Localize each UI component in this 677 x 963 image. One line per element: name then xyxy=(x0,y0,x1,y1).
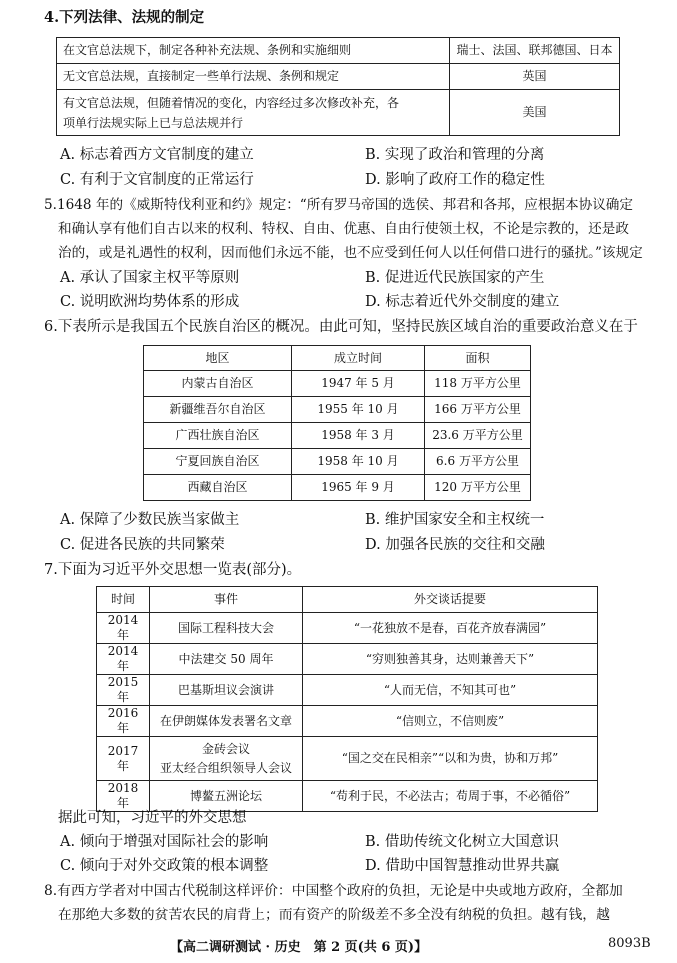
q4-country-1: 瑞士、法国、联邦德国、日本 xyxy=(450,38,620,64)
q5-stem-line3: 治的，或是礼遇性的权利，因而他们永远不能，也不应受到任何人以任何借口进行的骚扰。”该规定 xyxy=(58,245,643,261)
q5-option-c[interactable]: C. 说明欧洲均势体系的形成 xyxy=(60,294,240,310)
footer-page-info: 【高二调研测试 · 历史 第 2 页(共 6 页)】 xyxy=(170,940,428,955)
q7-after-table: 据此可知，习近平的外交思想 xyxy=(58,810,247,826)
table-row xyxy=(97,613,598,644)
q4-table xyxy=(56,37,620,136)
q5-stem-line2: 和确认享有他们自古以来的权利、特权、自由、优惠、自由行使领土权，不论是宗教的，还是政 xyxy=(58,221,629,237)
q4-option-d[interactable]: D. 影响了政府工作的稳定性 xyxy=(365,172,545,188)
q4-option-a[interactable]: A. 标志着西方文官制度的建立 xyxy=(60,147,254,163)
q6-cell-date: 1958 年 3 月 xyxy=(292,423,425,449)
q6-cell-region: 内蒙古自治区 xyxy=(144,371,292,397)
q4-desc-3-line2: 项单行法规实际上已与总法规并行 xyxy=(63,115,244,130)
q6-cell-area: 120 万平方公里 xyxy=(425,475,531,501)
q7-table xyxy=(96,586,598,812)
q6-cell-area: 118 万平方公里 xyxy=(425,371,531,397)
q5-option-d[interactable]: D. 标志着近代外交制度的建立 xyxy=(365,294,560,310)
q7-cell-year: 2017 年 xyxy=(97,737,150,781)
q7-cell-year: 2018 年 xyxy=(97,781,150,812)
q7-cell-quote: “一花独放不是春，百花齐放春满园” xyxy=(303,613,598,644)
q4-desc-2: 无文官总法规，直接制定一些单行法规、条例和规定 xyxy=(57,64,450,90)
table-row xyxy=(144,423,531,449)
q7-cell-quote: “信则立，不信则废” xyxy=(303,706,598,737)
table-header-row xyxy=(144,346,531,371)
q7-header-event: 事件 xyxy=(150,587,303,613)
q4-desc-3 xyxy=(57,90,450,136)
table-row xyxy=(144,475,531,501)
q7-stem: 7.下面为习近平外交思想一览表(部分)。 xyxy=(44,562,302,578)
q7-cell-year: 2016 年 xyxy=(97,706,150,737)
q7-cell-year: 2014 年 xyxy=(97,613,150,644)
q5-option-a[interactable]: A. 承认了国家主权平等原则 xyxy=(60,270,240,286)
q7-cell-quote: “穷则独善其身，达则兼善天下” xyxy=(303,644,598,675)
q6-cell-region: 广西壮族自治区 xyxy=(144,423,292,449)
q7-cell-event: 中法建交 50 周年 xyxy=(150,644,303,675)
q6-header-region: 地区 xyxy=(144,346,292,371)
q7-header-time: 时间 xyxy=(97,587,150,613)
q6-cell-area: 23.6 万平方公里 xyxy=(425,423,531,449)
q7-option-d[interactable]: D. 借助中国智慧推动世界共赢 xyxy=(365,858,560,874)
q6-cell-date: 1965 年 9 月 xyxy=(292,475,425,501)
q7-header-quote: 外交谈话提要 xyxy=(303,587,598,613)
q6-header-date: 成立时间 xyxy=(292,346,425,371)
q4-option-c[interactable]: C. 有利于文官制度的正常运行 xyxy=(60,172,254,188)
q7-cell-quote: “苟利于民，不必法古；苟周于事，不必循俗” xyxy=(303,781,598,812)
q6-option-a[interactable]: A. 保障了少数民族当家做主 xyxy=(60,512,240,528)
q7-event-line2: 亚太经合组织领导人会议 xyxy=(159,760,292,775)
table-row xyxy=(144,371,531,397)
q6-header-area: 面积 xyxy=(425,346,531,371)
q4-stem: 4.下列法律、法规的制定 xyxy=(44,9,205,26)
q6-cell-date: 1958 年 10 月 xyxy=(292,449,425,475)
table-row xyxy=(57,38,620,64)
table-row xyxy=(144,397,531,423)
q6-cell-region: 新疆维吾尔自治区 xyxy=(144,397,292,423)
q6-cell-area: 6.6 万平方公里 xyxy=(425,449,531,475)
table-row xyxy=(97,706,598,737)
q5-option-b[interactable]: B. 促进近代民族国家的产生 xyxy=(365,270,545,286)
q6-cell-region: 西藏自治区 xyxy=(144,475,292,501)
q7-option-b[interactable]: B. 借助传统文化树立大国意识 xyxy=(365,834,559,850)
q7-cell-year: 2015 年 xyxy=(97,675,150,706)
q7-event-line1: 金砖会议 xyxy=(201,741,250,756)
table-row xyxy=(97,781,598,812)
q7-option-c[interactable]: C. 倾向于对外交政策的根本调整 xyxy=(60,858,269,874)
table-row xyxy=(57,90,620,136)
table-row xyxy=(97,737,598,781)
q7-option-a[interactable]: A. 倾向于增强对国际社会的影响 xyxy=(60,834,269,850)
q4-desc-3-line1: 有文官总法规，但随着情况的变化，内容经过多次修改补充，各 xyxy=(63,95,400,110)
table-header-row xyxy=(97,587,598,613)
q6-option-d[interactable]: D. 加强各民族的交往和交融 xyxy=(365,537,545,553)
q6-option-b[interactable]: B. 维护国家安全和主权统一 xyxy=(365,512,545,528)
table-row xyxy=(97,644,598,675)
q6-table xyxy=(143,345,531,501)
q7-cell-quote: “人而无信，不知其可也” xyxy=(303,675,598,706)
q6-cell-region: 宁夏回族自治区 xyxy=(144,449,292,475)
q6-option-c[interactable]: C. 促进各民族的共同繁荣 xyxy=(60,537,225,553)
table-row xyxy=(97,675,598,706)
q8-stem-line1: 8.有西方学者对中国古代税制这样评价：中国整个政府的负担，无论是中央或地方政府，全都加 xyxy=(44,883,623,899)
q6-cell-area: 166 万平方公里 xyxy=(425,397,531,423)
table-row xyxy=(144,449,531,475)
q7-cell-event xyxy=(150,737,303,781)
q4-desc-1: 在文官总法规下，制定各种补充法规、条例和实施细则 xyxy=(57,38,450,64)
q4-option-b[interactable]: B. 实现了政治和管理的分离 xyxy=(365,147,545,163)
q7-cell-event: 在伊朗媒体发表署名文章 xyxy=(150,706,303,737)
q7-cell-event: 巴基斯坦议会演讲 xyxy=(150,675,303,706)
q7-cell-quote: “国之交在民相亲”“以和为贵，协和万邦” xyxy=(303,737,598,781)
q7-cell-year: 2014 年 xyxy=(97,644,150,675)
q6-stem: 6.下表所示是我国五个民族自治区的概况。由此可知，坚持民族区域自治的重要政治意义在于 xyxy=(44,319,638,335)
footer-exam-code: 8093B xyxy=(608,936,651,951)
table-row xyxy=(57,64,620,90)
q6-cell-date: 1947 年 5 月 xyxy=(292,371,425,397)
q5-stem-line1: 5.1648 年的《威斯特伐利亚和约》规定：“所有罗马帝国的选侯、邦君和各邦，应根据本协议确定 xyxy=(44,197,633,213)
q4-country-2: 英国 xyxy=(450,64,620,90)
q8-stem-line2: 在那绝大多数的贫苦农民的肩背上；而有资产的阶级差不多全没有纳税的负担。越有钱，越 xyxy=(58,907,610,923)
q4-country-3: 美国 xyxy=(450,90,620,136)
q6-cell-date: 1955 年 10 月 xyxy=(292,397,425,423)
q7-cell-event: 国际工程科技大会 xyxy=(150,613,303,644)
q7-cell-event: 博鳌五洲论坛 xyxy=(150,781,303,812)
